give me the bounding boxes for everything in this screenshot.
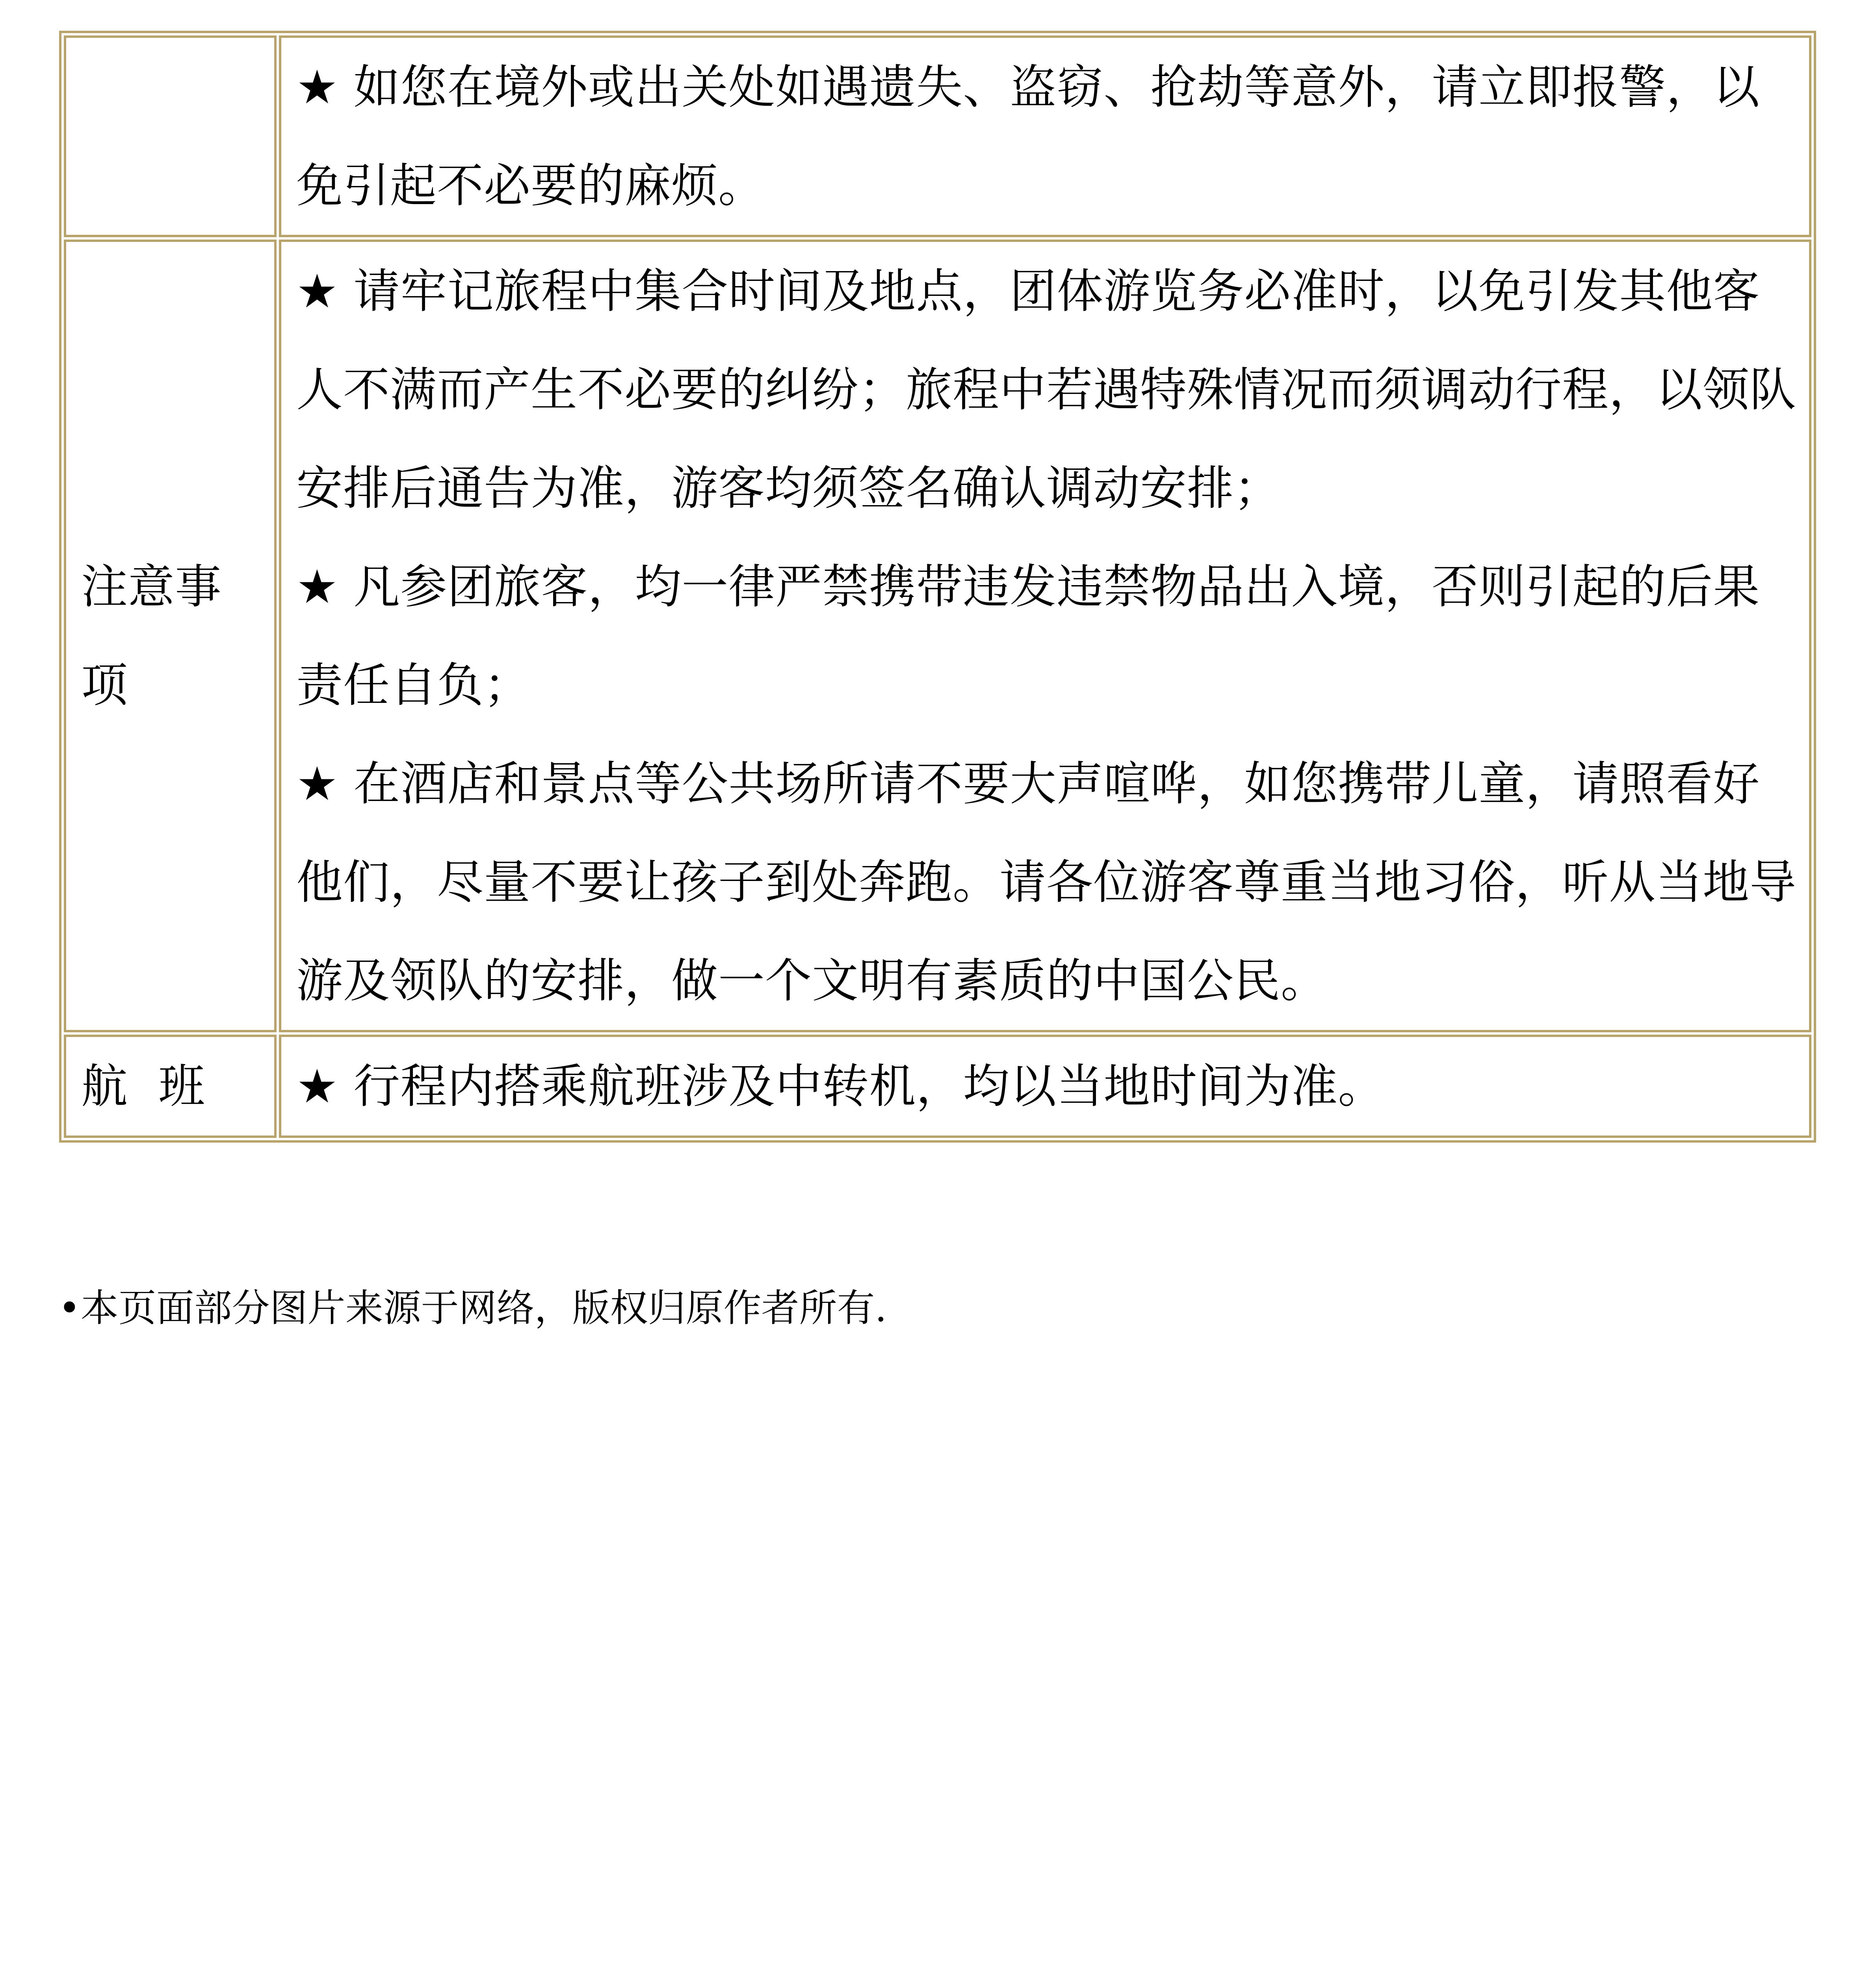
row-content xyxy=(279,1035,1811,1138)
notice-item: ★ 凡参团旅客，均一律严禁携带违发违禁物品出入境，否则引起的后果责任自负； xyxy=(296,559,1760,712)
table-row-incident xyxy=(64,35,1811,237)
table-row-notices xyxy=(64,240,1811,1032)
row-content xyxy=(279,240,1811,1032)
travel-notes-table xyxy=(59,31,1816,1143)
notice-item: ★ 请牢记旅程中集合时间及地点，团体游览务必准时，以免引发其他客人不满而产生不必要的纠纷；旅程中若遇特殊情况而须调动行程，以领队安排后通告为准，游客均须签名确认调动安排； xyxy=(296,264,1797,515)
image-copyright-note: •本页面部分图片来源于网络，版权归原作者所有. xyxy=(58,1286,887,1330)
row-label xyxy=(64,35,277,237)
row-label: 航 班 xyxy=(64,1035,277,1138)
row-label: 注意事项 xyxy=(64,240,277,1032)
notice-item: ★ 如您在境外或出关处如遇遗失、盗窃、抢劫等意外，请立即报警，以免引起不必要的麻烦。 xyxy=(296,60,1760,213)
row-content xyxy=(279,35,1811,237)
notice-item: ★ 行程内搭乘航班涉及中转机，均以当地时间为准。 xyxy=(296,1059,1385,1113)
notice-item: ★ 在酒店和景点等公共场所请不要大声喧哗，如您携带儿童，请照看好他们，尽量不要让孩子到处奔跑。请各位游客尊重当地习俗，听从当地导游及领队的安排，做一个文明有素质的中国公民。 xyxy=(296,756,1797,1008)
table-row-flight xyxy=(64,1035,1811,1138)
